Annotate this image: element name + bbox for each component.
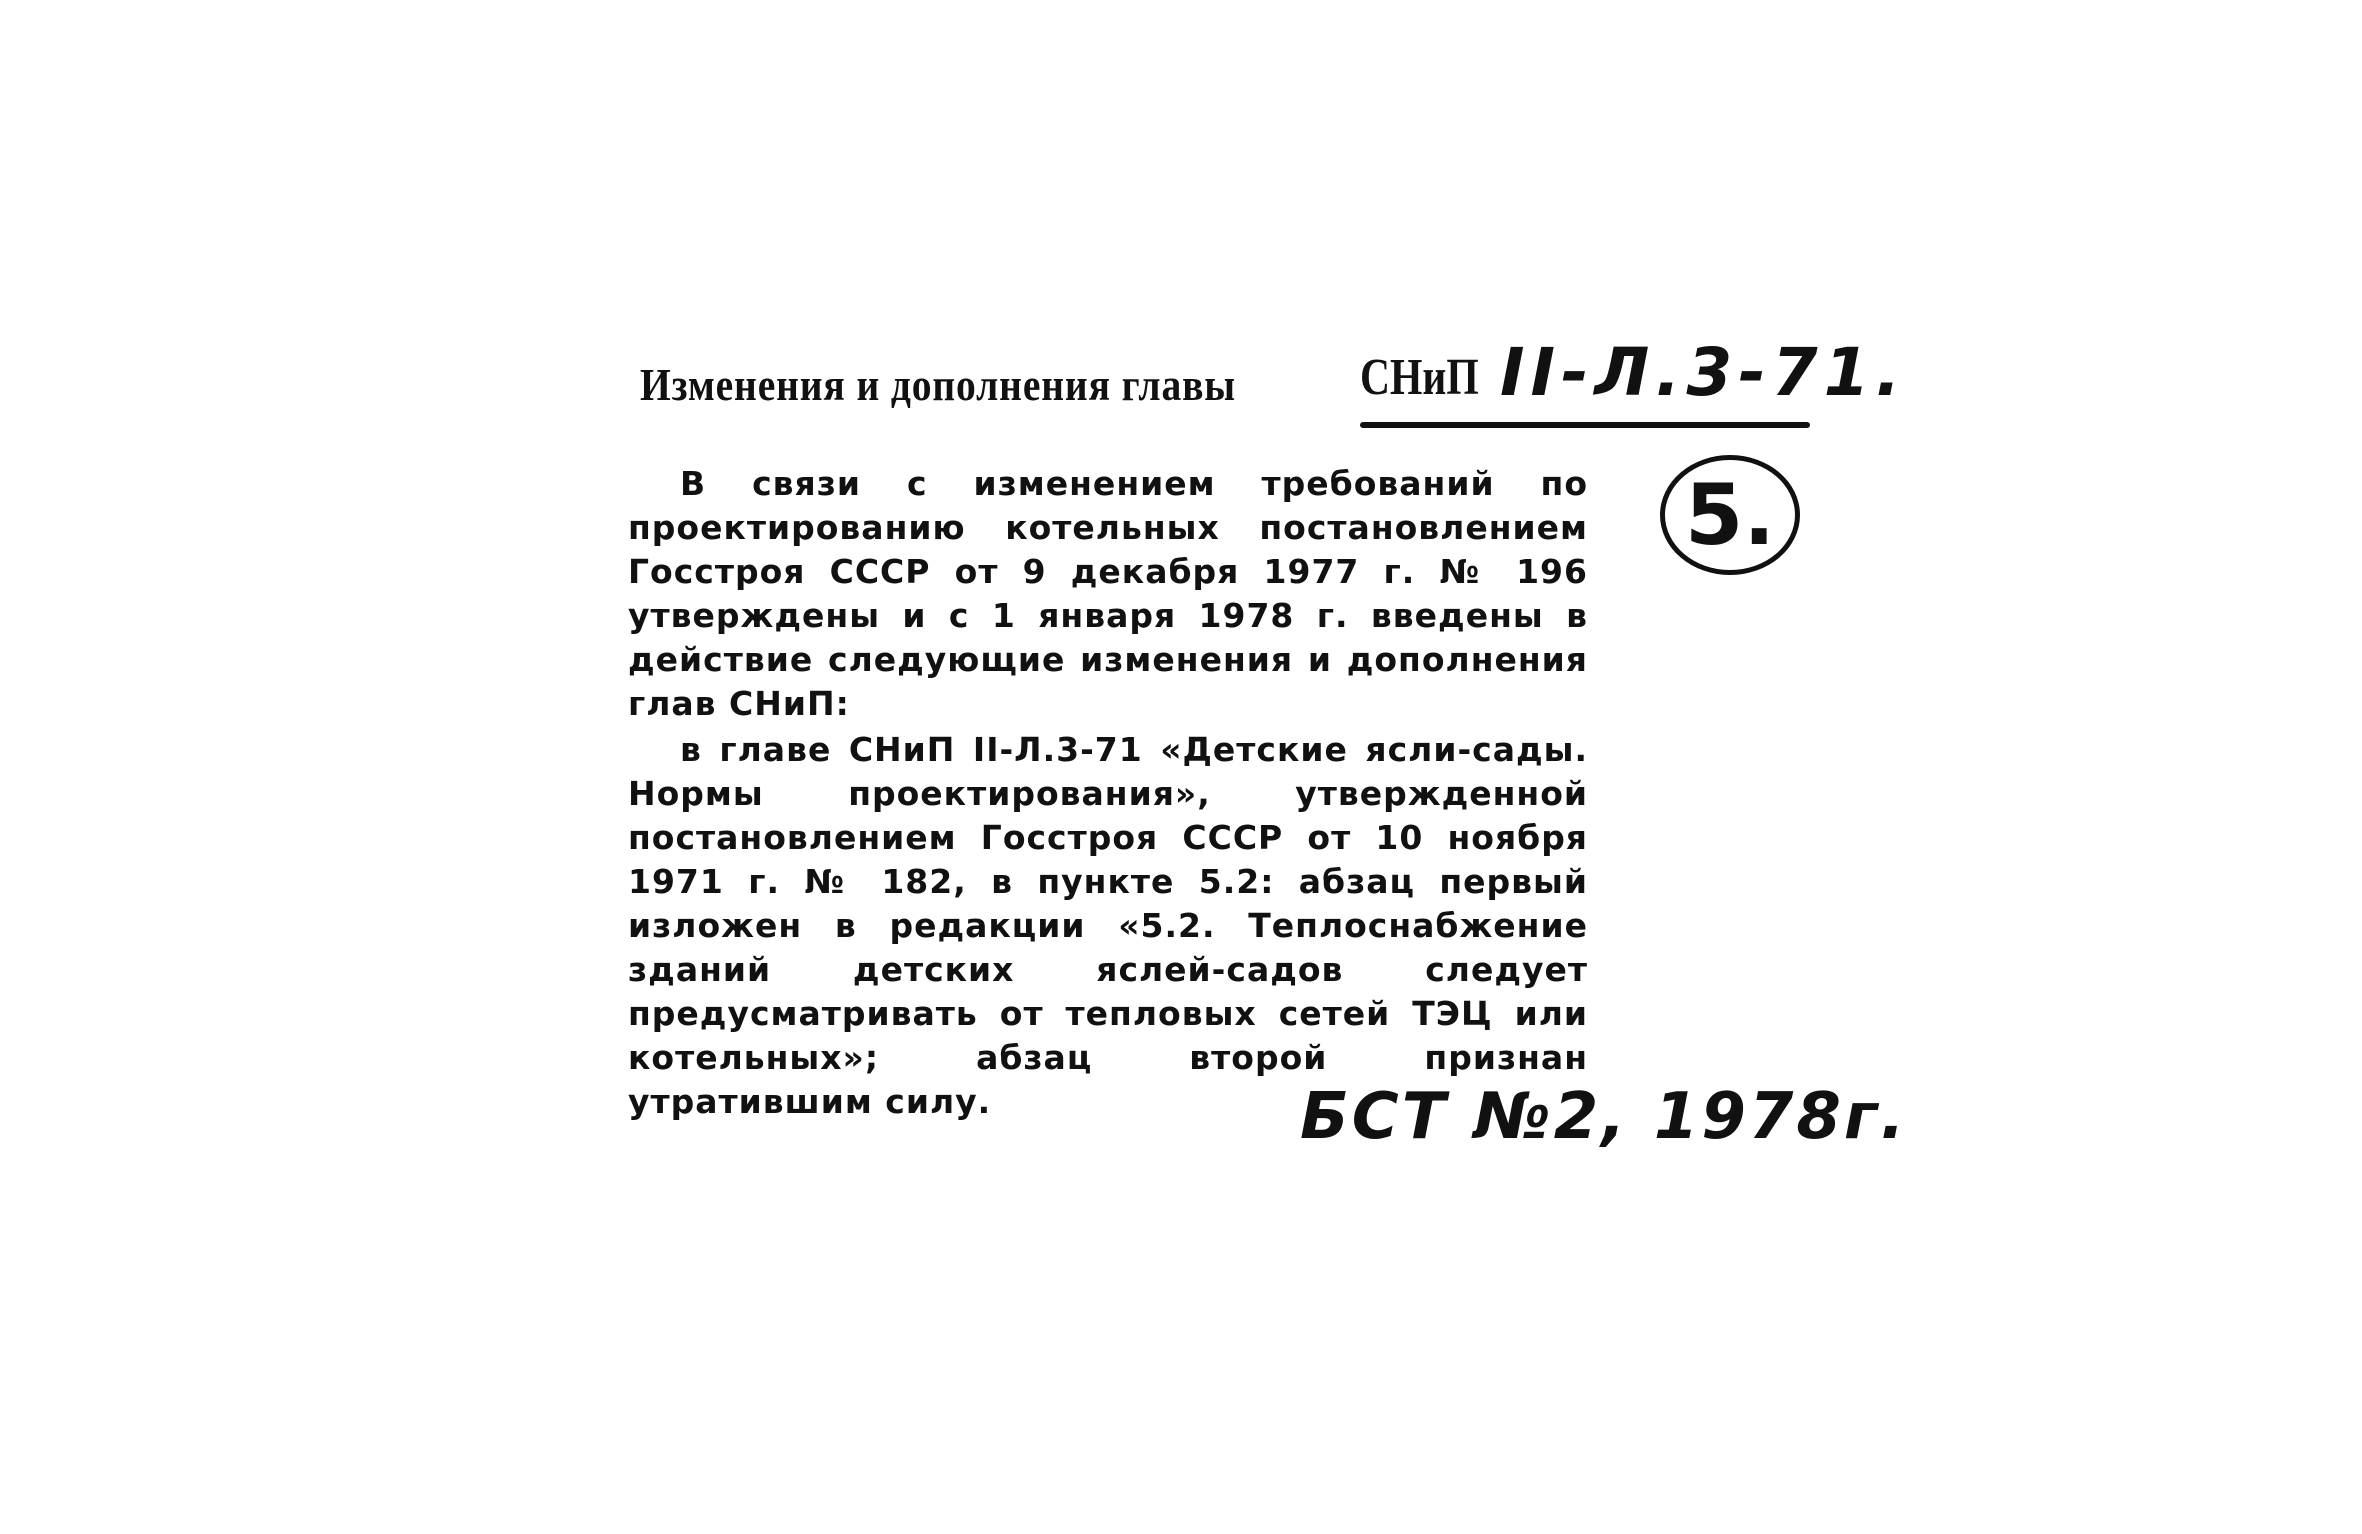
circled-number-mark xyxy=(1660,455,1800,575)
circled-number: 5. xyxy=(1684,466,1776,564)
document-body xyxy=(628,462,1588,1124)
heading-handwritten-code: II-Л.3-71. xyxy=(1500,334,1907,411)
heading-underline xyxy=(1360,422,1810,428)
handwritten-bulletin-note: БСТ №2, 1978г. xyxy=(1300,1080,1908,1154)
body-paragraph-1: В связи с изменением требований по проектированию котельных постановлением Госстроя СССР от 9 декабря 1977 г. № 196 утверждены и с 1 января 1978 г. введены в действие следующие изменения и дополнения глав СНиП: xyxy=(628,464,1588,723)
heading-snip-label: СНиП xyxy=(1360,349,1479,406)
body-paragraph-2: в главе СНиП II-Л.3-71 «Детские ясли-сады. Нормы проектирования», утвержденной постановлением Госстроя СССР от 10 ноября 1971 г. № 182, в пункте 5.2: абзац первый изложен в редакции «5.2. Теплоснабжение зданий детских яслей-садов следует предусматривать от тепловых сетей ТЭЦ или котельных»; абзац второй признан утратившим силу. xyxy=(628,730,1588,1121)
heading-printed-text: Изменения и дополнения главы xyxy=(640,359,1237,410)
document-heading xyxy=(640,334,1907,430)
